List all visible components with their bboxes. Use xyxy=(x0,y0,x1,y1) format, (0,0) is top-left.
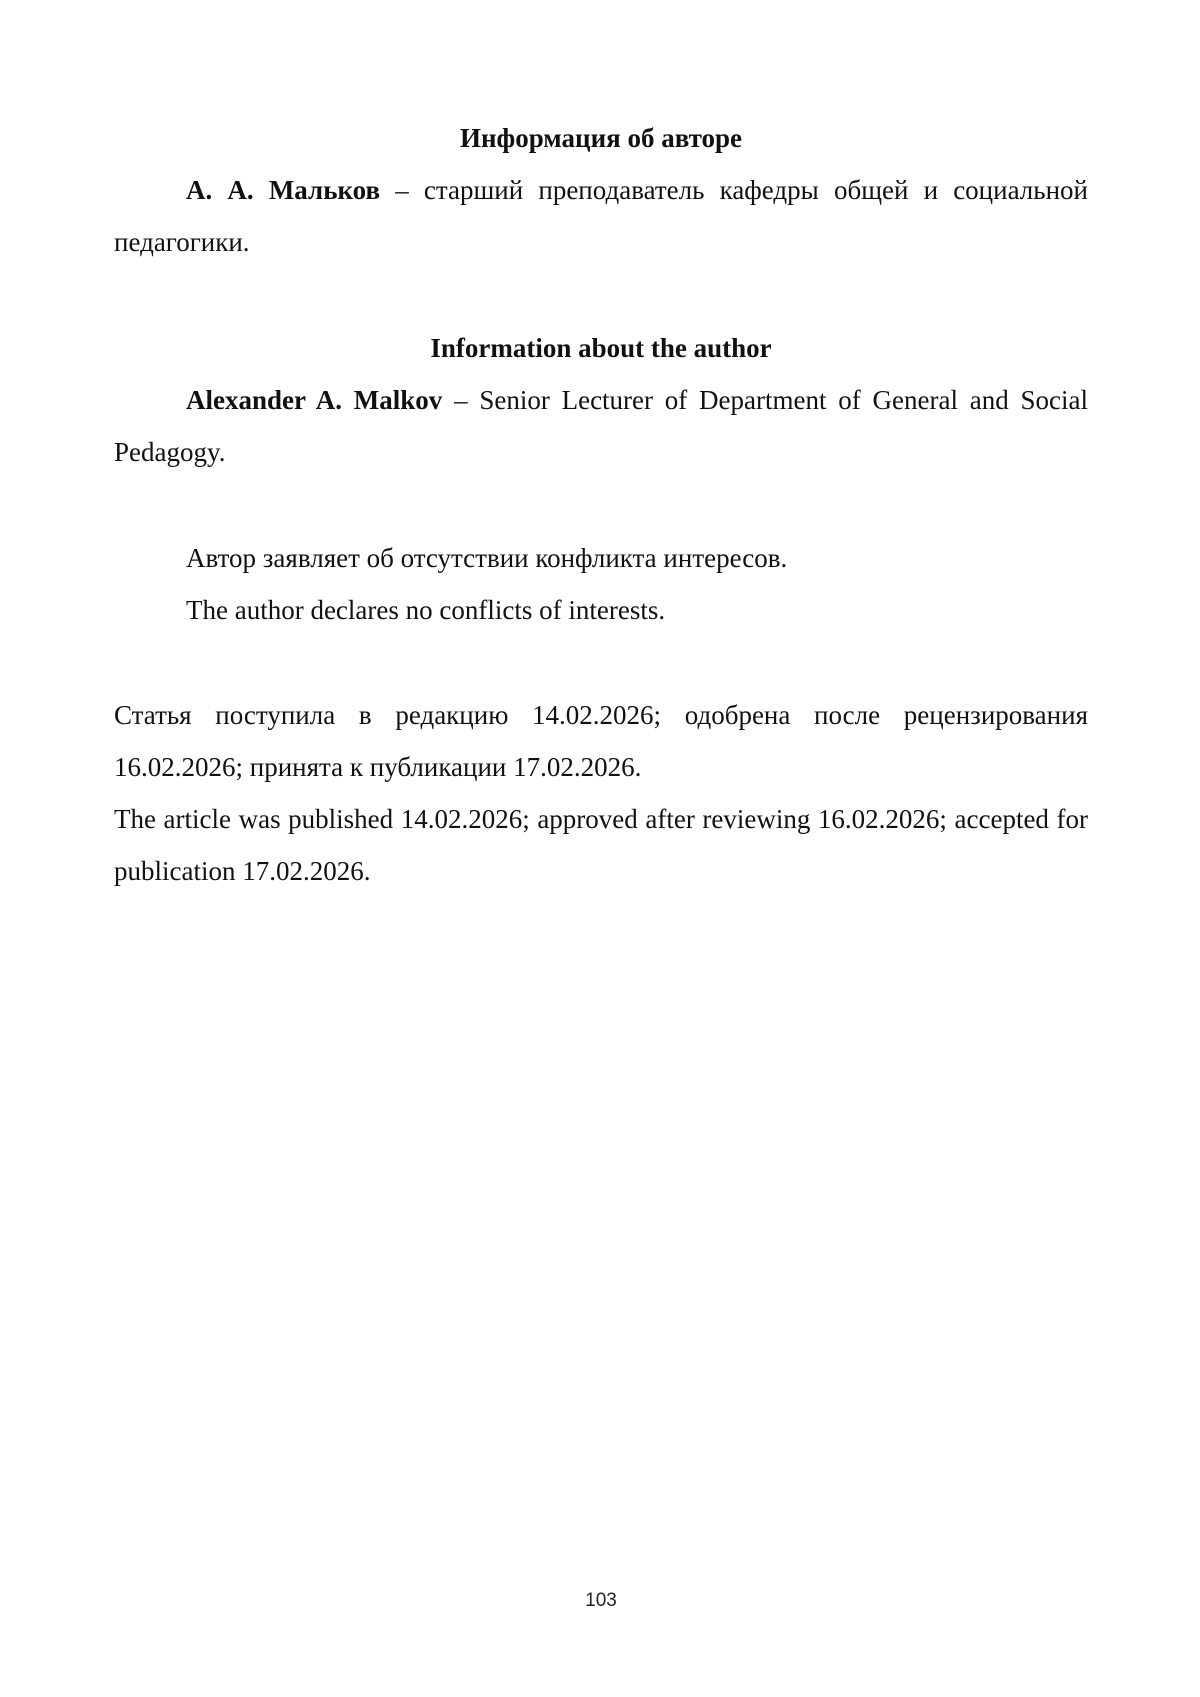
page-number: 103 xyxy=(585,1590,617,1611)
document-page xyxy=(114,0,1088,1697)
conflict-declaration-en: The author declares no conflicts of interests. xyxy=(186,595,666,625)
article-history-en: The article was published 14.02.2026; approved after reviewing 16.02.2026; accepted for publication 17.02.2026. xyxy=(114,804,1088,886)
article-history-ru: Статья поступила в редакцию 14.02.2026; одобрена после рецензирования 16.02.2026; принята к публикации 17.02.2026. xyxy=(114,700,1088,782)
author-info-ru-heading: Информация об авторе xyxy=(459,123,743,153)
author-info-en-paragraph xyxy=(114,374,1088,478)
conflict-declaration-ru: Автор заявляет об отсутствии конфликта интересов. xyxy=(186,543,788,573)
author-description-en: – Senior Lecturer of Department of General and Social Pedagogy. xyxy=(114,385,1088,467)
author-info-en-heading: Information about the author xyxy=(430,333,772,363)
author-description-ru: – старший преподаватель кафедры общей и социальной педагогики. xyxy=(114,175,1088,257)
author-name-ru: А. А. Мальков xyxy=(186,175,381,205)
author-info-ru-paragraph xyxy=(114,164,1088,268)
author-name-en: Alexander A. Malkov xyxy=(186,385,443,415)
